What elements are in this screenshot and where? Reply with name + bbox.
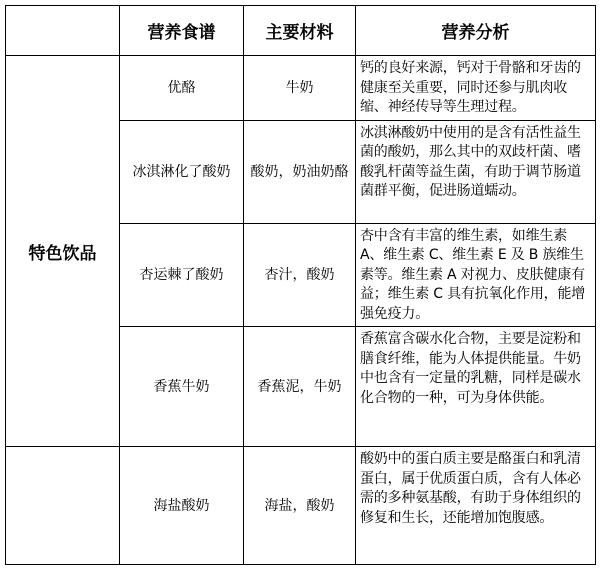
header-recipe: 营养食谱 xyxy=(120,6,244,56)
recipe-analysis: 杏中含有丰富的维生素，如维生素 A、维生素 C、维生素 E 及 B 族维生素等。维生素 A 对视力、皮肤健康有益；维生素 C 具有抗氧化作用，能增强免疫力。 xyxy=(356,223,596,327)
nutrition-table xyxy=(5,5,596,565)
header-materials: 主要材料 xyxy=(244,6,356,56)
recipe-analysis: 冰淇淋酸奶中使用的是含有活性益生菌的酸奶，那么其中的双歧杆菌、嗜酸乳杆菌等益生菌，有助于调节肠道菌群平衡，促进肠道蠕动。 xyxy=(356,120,596,223)
recipe-name: 冰淇淋化了酸奶 xyxy=(120,120,244,223)
recipe-analysis: 钙的良好来源，钙对于骨骼和牙齿的健康至关重要，同时还参与肌肉收缩、神经传导等生理过程。 xyxy=(356,56,596,121)
empty-category-cell xyxy=(6,447,120,565)
recipe-name: 香蕉牛奶 xyxy=(120,327,244,447)
recipe-materials: 海盐，酸奶 xyxy=(244,447,356,565)
table-row xyxy=(6,447,596,565)
recipe-analysis: 酸奶中的蛋白质主要是酪蛋白和乳清蛋白，属于优质蛋白质，含有人体必需的多种氨基酸，有助于身体组织的修复和生长，还能增加饱腹感。 xyxy=(356,447,596,565)
recipe-materials: 酸奶，奶油奶酪 xyxy=(244,120,356,223)
table-row xyxy=(6,56,596,121)
category-cell: 特色饮品 xyxy=(6,56,120,447)
recipe-materials: 香蕉泥，牛奶 xyxy=(244,327,356,447)
recipe-name: 杏运棘了酸奶 xyxy=(120,223,244,327)
recipe-analysis: 香蕉富含碳水化合物，主要是淀粉和膳食纤维，能为人体提供能量。牛奶中也含有一定量的乳糖，同样是碳水化合物的一种，可为身体供能。 xyxy=(356,327,596,447)
recipe-name: 海盐酸奶 xyxy=(120,447,244,565)
recipe-materials: 牛奶 xyxy=(244,56,356,121)
header-row xyxy=(6,6,596,56)
header-corner-cell xyxy=(6,6,120,56)
recipe-materials: 杏汁，酸奶 xyxy=(244,223,356,327)
recipe-name: 优酪 xyxy=(120,56,244,121)
header-analysis: 营养分析 xyxy=(356,6,596,56)
